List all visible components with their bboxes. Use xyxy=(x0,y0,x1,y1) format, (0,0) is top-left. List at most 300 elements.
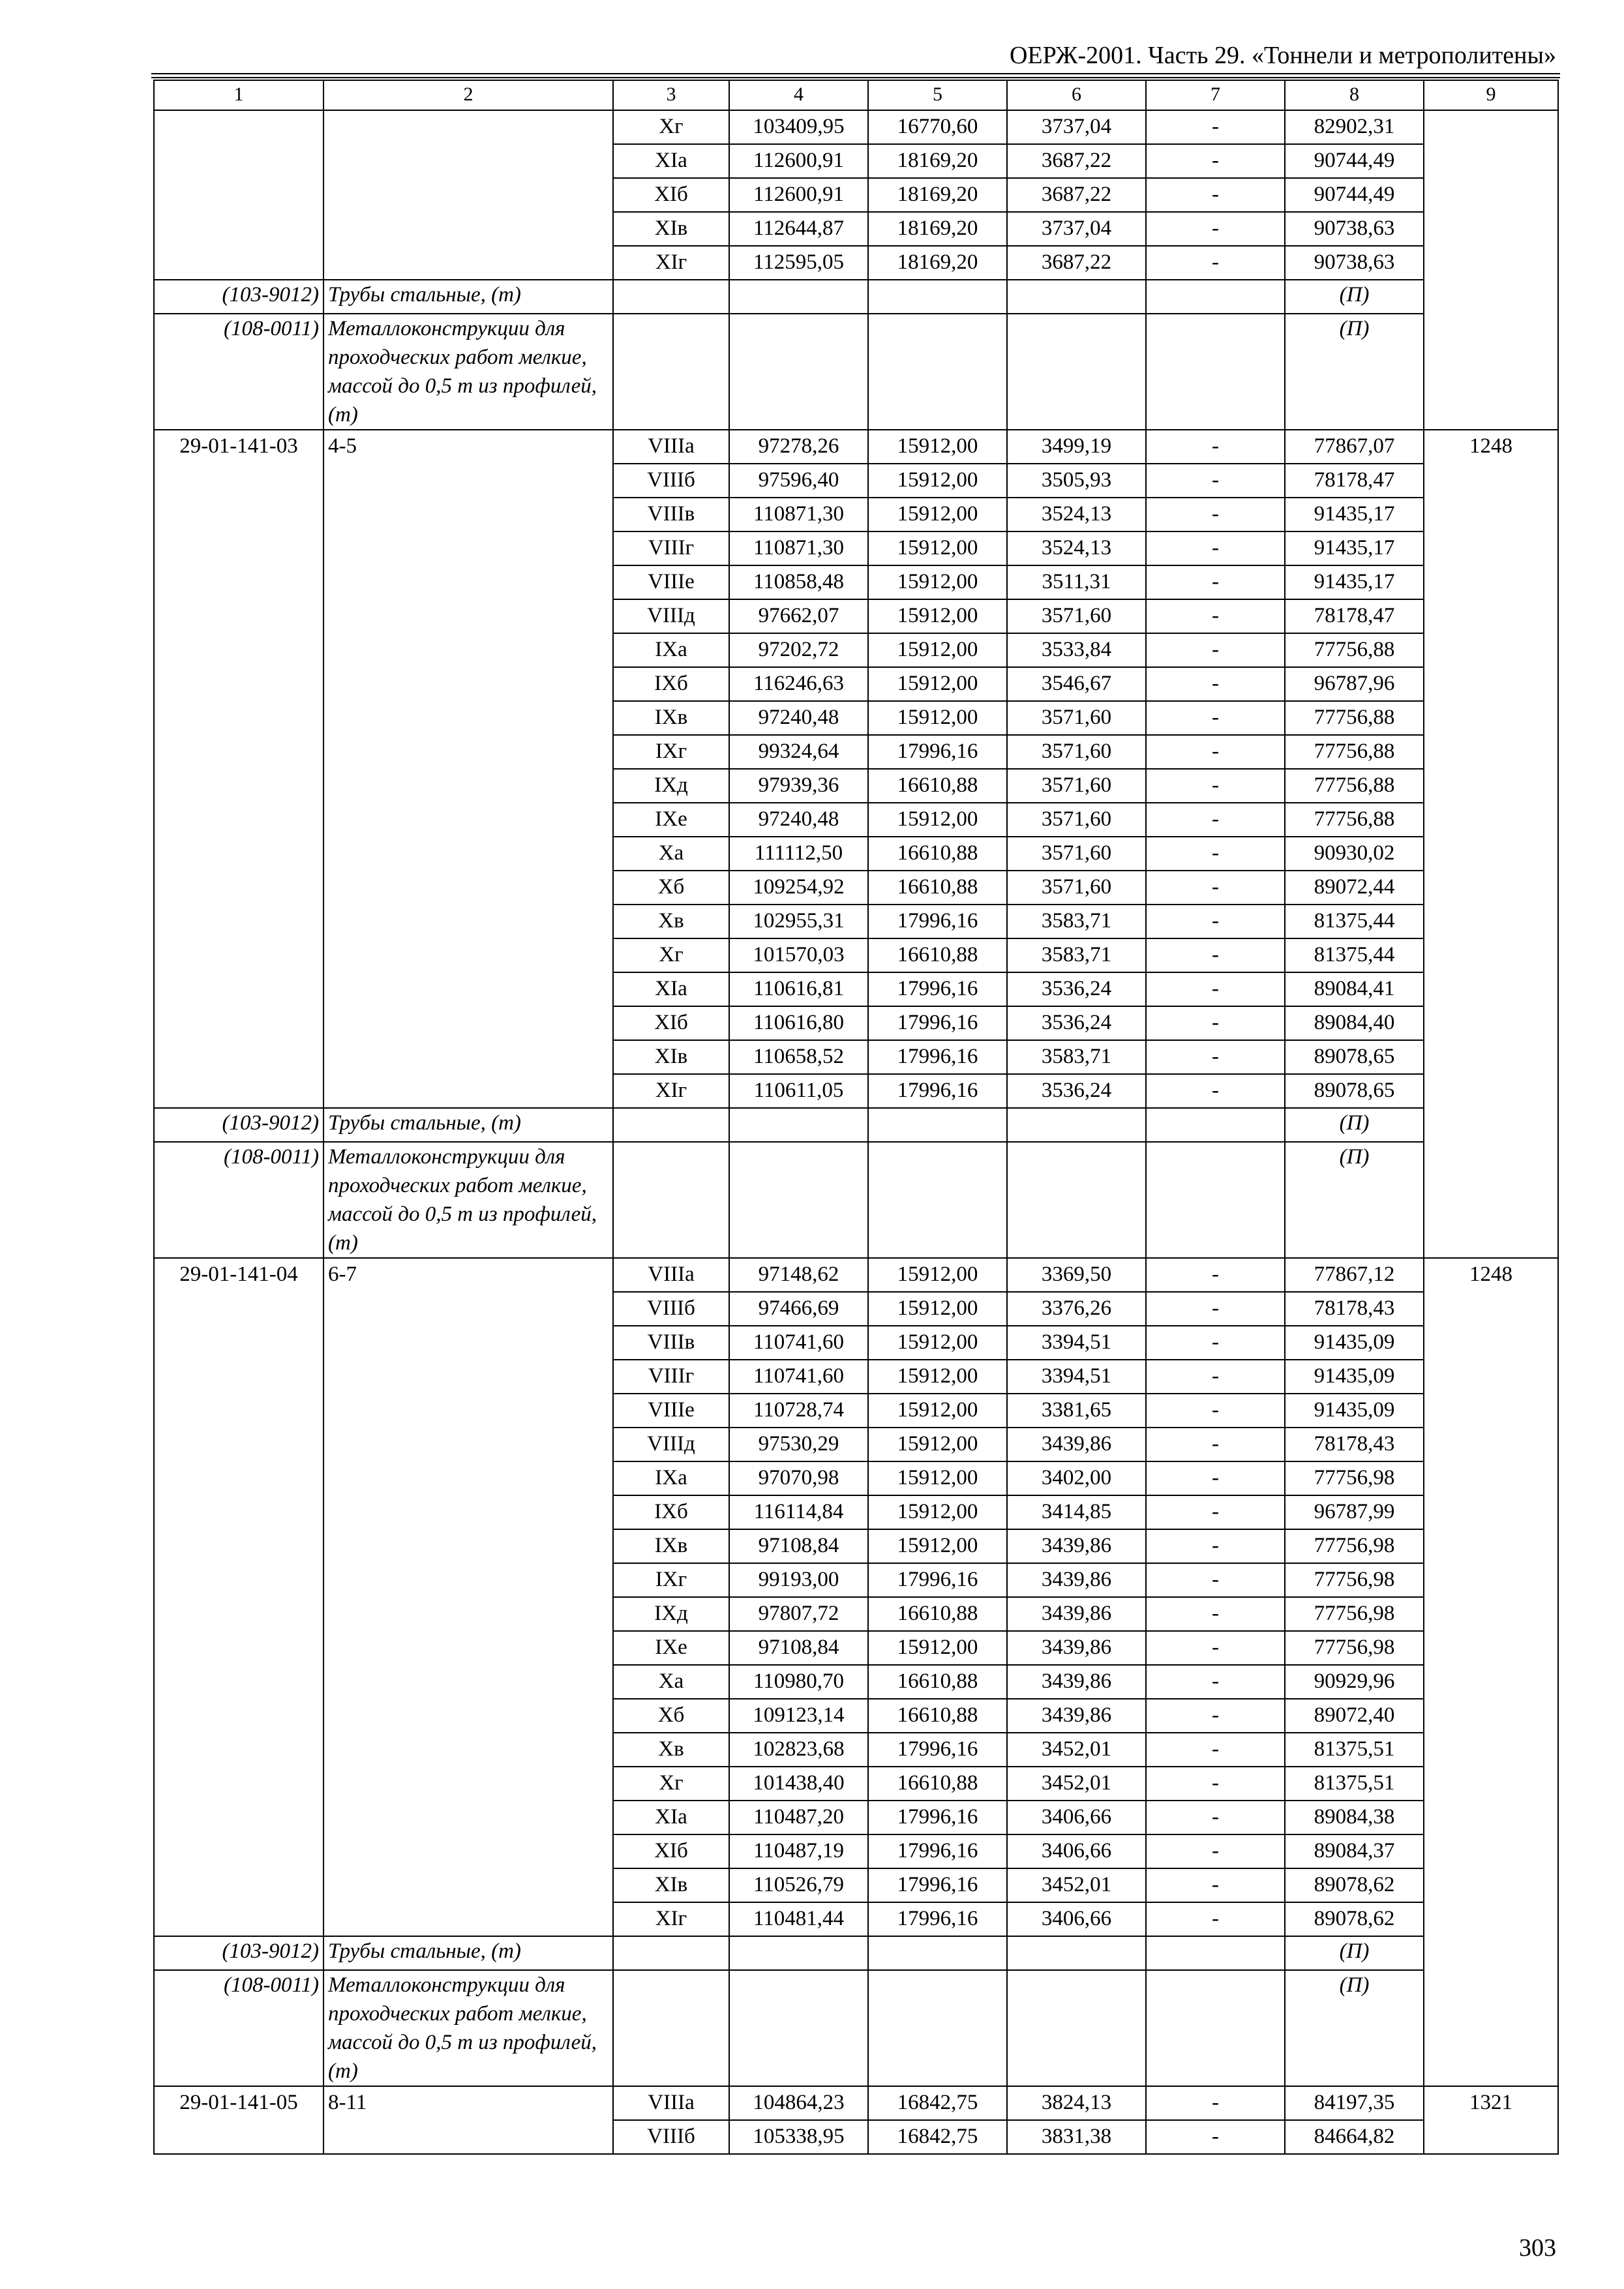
zone-range xyxy=(323,110,613,280)
table-row xyxy=(154,110,1558,144)
empty-cell xyxy=(1007,1936,1146,1970)
value-cell: - xyxy=(1146,1767,1285,1801)
value-cell: 101570,03 xyxy=(729,938,868,972)
value-cell: 77756,98 xyxy=(1285,1563,1424,1597)
value-cell: 15912,00 xyxy=(868,667,1007,701)
zone-label: VIIIд xyxy=(613,1428,729,1461)
zone-label: ХIв xyxy=(613,1040,729,1074)
value-cell: 3571,60 xyxy=(1007,735,1146,769)
value-cell: 15912,00 xyxy=(868,464,1007,498)
empty-cell xyxy=(868,1936,1007,1970)
zone-label: ХIб xyxy=(613,1834,729,1868)
value-cell: 17996,16 xyxy=(868,1801,1007,1834)
value-cell: 17996,16 xyxy=(868,735,1007,769)
zone-range: 8-11 xyxy=(323,2086,613,2154)
value-cell: 81375,44 xyxy=(1285,905,1424,938)
value-cell: - xyxy=(1146,144,1285,178)
value-cell: 91435,17 xyxy=(1285,565,1424,599)
material-row-metal xyxy=(154,314,1558,430)
value-cell: 15912,00 xyxy=(868,599,1007,633)
empty-cell xyxy=(613,1142,729,1258)
value-cell: 89078,62 xyxy=(1285,1868,1424,1902)
value-cell: 17996,16 xyxy=(868,1563,1007,1597)
value-cell: - xyxy=(1146,1902,1285,1936)
value-cell: 3536,24 xyxy=(1007,1006,1146,1040)
value-cell: 3571,60 xyxy=(1007,837,1146,871)
value-cell: 15912,00 xyxy=(868,1258,1007,1292)
value-cell: 3439,86 xyxy=(1007,1699,1146,1733)
zone-label: VIIIе xyxy=(613,1394,729,1428)
empty-cell xyxy=(868,314,1007,430)
empty-cell xyxy=(729,280,868,314)
value-cell: 91435,09 xyxy=(1285,1326,1424,1360)
value-cell: 15912,00 xyxy=(868,1495,1007,1529)
value-cell: 89084,40 xyxy=(1285,1006,1424,1040)
value-cell: 16770,60 xyxy=(868,110,1007,144)
column-number: 4 xyxy=(729,80,868,110)
value-cell: 90930,02 xyxy=(1285,837,1424,871)
value-cell: - xyxy=(1146,1733,1285,1767)
value-cell: 109254,92 xyxy=(729,871,868,905)
zone-label: ХIв xyxy=(613,212,729,246)
value-cell: - xyxy=(1146,1834,1285,1868)
value-cell: 84197,35 xyxy=(1285,2086,1424,2120)
value-cell: 77756,98 xyxy=(1285,1529,1424,1563)
value-cell: 111112,50 xyxy=(729,837,868,871)
value-cell: 3452,01 xyxy=(1007,1767,1146,1801)
value-cell: 97070,98 xyxy=(729,1461,868,1495)
value-cell: 17996,16 xyxy=(868,1006,1007,1040)
material-code: (108-0011) xyxy=(154,314,323,430)
empty-cell xyxy=(613,280,729,314)
value-cell: 89078,65 xyxy=(1285,1074,1424,1108)
empty-cell xyxy=(1007,1970,1146,2086)
value-cell: 3406,66 xyxy=(1007,1834,1146,1868)
value-cell: 109123,14 xyxy=(729,1699,868,1733)
value-cell: 97939,36 xyxy=(729,769,868,803)
zone-label: ХIв xyxy=(613,1868,729,1902)
value-cell: 3394,51 xyxy=(1007,1360,1146,1394)
value-cell: 110487,20 xyxy=(729,1801,868,1834)
value-cell: - xyxy=(1146,1495,1285,1529)
material-unit: (П) xyxy=(1285,314,1424,430)
value-cell: - xyxy=(1146,1394,1285,1428)
value-cell: 77756,98 xyxy=(1285,1631,1424,1665)
value-cell: 89072,40 xyxy=(1285,1699,1424,1733)
value-cell: 77756,98 xyxy=(1285,1597,1424,1631)
value-cell: 16610,88 xyxy=(868,1699,1007,1733)
column-number-row xyxy=(154,80,1558,110)
value-cell: 3687,22 xyxy=(1007,246,1146,280)
empty-cell xyxy=(729,314,868,430)
value-cell: 17996,16 xyxy=(868,1040,1007,1074)
value-cell: 3414,85 xyxy=(1007,1495,1146,1529)
value-cell: 3831,38 xyxy=(1007,2120,1146,2154)
value-cell: 15912,00 xyxy=(868,565,1007,599)
value-cell: - xyxy=(1146,1326,1285,1360)
zone-label: ХIа xyxy=(613,144,729,178)
value-cell: 97662,07 xyxy=(729,599,868,633)
labor-value xyxy=(1424,110,1558,430)
empty-cell xyxy=(613,1936,729,1970)
zone-label: IХа xyxy=(613,633,729,667)
zone-label: IХа xyxy=(613,1461,729,1495)
value-cell: 77756,88 xyxy=(1285,769,1424,803)
value-cell: 91435,09 xyxy=(1285,1360,1424,1394)
value-cell: 3406,66 xyxy=(1007,1902,1146,1936)
value-cell: 99193,00 xyxy=(729,1563,868,1597)
empty-cell xyxy=(1146,314,1285,430)
zone-label: IХе xyxy=(613,1631,729,1665)
labor-value: 1248 xyxy=(1424,430,1558,1258)
empty-cell xyxy=(729,1936,868,1970)
value-cell: 110980,70 xyxy=(729,1665,868,1699)
value-cell: 110526,79 xyxy=(729,1868,868,1902)
value-cell: 78178,43 xyxy=(1285,1292,1424,1326)
value-cell: 81375,44 xyxy=(1285,938,1424,972)
value-cell: 17996,16 xyxy=(868,1902,1007,1936)
value-cell: 78178,47 xyxy=(1285,464,1424,498)
zone-label: ХIб xyxy=(613,1006,729,1040)
material-row-pipes xyxy=(154,1936,1558,1970)
material-row-metal xyxy=(154,1142,1558,1258)
value-cell: 82902,31 xyxy=(1285,110,1424,144)
value-cell: 15912,00 xyxy=(868,498,1007,531)
zone-label: VIIIа xyxy=(613,430,729,464)
empty-cell xyxy=(613,1108,729,1142)
value-cell: - xyxy=(1146,1428,1285,1461)
value-cell: - xyxy=(1146,212,1285,246)
value-cell: 110871,30 xyxy=(729,498,868,531)
value-cell: 3533,84 xyxy=(1007,633,1146,667)
value-cell: - xyxy=(1146,2086,1285,2120)
value-cell: 91435,09 xyxy=(1285,1394,1424,1428)
value-cell: 18169,20 xyxy=(868,212,1007,246)
value-cell: 97240,48 xyxy=(729,803,868,837)
value-cell: - xyxy=(1146,871,1285,905)
value-cell: 3452,01 xyxy=(1007,1733,1146,1767)
value-cell: 89084,41 xyxy=(1285,972,1424,1006)
value-cell: 89084,38 xyxy=(1285,1801,1424,1834)
rates-table xyxy=(153,80,1559,2155)
value-cell: 3452,01 xyxy=(1007,1868,1146,1902)
value-cell: 78178,47 xyxy=(1285,599,1424,633)
value-cell: 110728,74 xyxy=(729,1394,868,1428)
value-cell: 3571,60 xyxy=(1007,871,1146,905)
value-cell: 97278,26 xyxy=(729,430,868,464)
table-row xyxy=(154,430,1558,464)
value-cell: - xyxy=(1146,972,1285,1006)
value-cell: 110616,81 xyxy=(729,972,868,1006)
zone-label: IХв xyxy=(613,1529,729,1563)
material-name: Металлоконструкции для проходческих работ мелкие, массой до 0,5 т из профилей, (т) xyxy=(323,314,613,430)
header-rule-top xyxy=(151,73,1560,74)
value-cell: 91435,17 xyxy=(1285,531,1424,565)
material-unit: (П) xyxy=(1285,1970,1424,2086)
rate-code: 29-01-141-03 xyxy=(154,430,323,1108)
value-cell: - xyxy=(1146,110,1285,144)
value-cell: 97202,72 xyxy=(729,633,868,667)
value-cell: 15912,00 xyxy=(868,701,1007,735)
zone-label: ХIа xyxy=(613,1801,729,1834)
value-cell: - xyxy=(1146,1868,1285,1902)
zone-label: IХб xyxy=(613,667,729,701)
empty-cell xyxy=(613,314,729,430)
column-number: 3 xyxy=(613,80,729,110)
value-cell: 104864,23 xyxy=(729,2086,868,2120)
zone-label: VIIIв xyxy=(613,1326,729,1360)
value-cell: 3536,24 xyxy=(1007,972,1146,1006)
value-cell: 17996,16 xyxy=(868,1733,1007,1767)
column-number: 6 xyxy=(1007,80,1146,110)
value-cell: - xyxy=(1146,1006,1285,1040)
value-cell: - xyxy=(1146,1040,1285,1074)
value-cell: - xyxy=(1146,905,1285,938)
value-cell: 77756,88 xyxy=(1285,735,1424,769)
value-cell: 3439,86 xyxy=(1007,1631,1146,1665)
zone-label: ХIг xyxy=(613,1074,729,1108)
value-cell: 77756,98 xyxy=(1285,1461,1424,1495)
material-unit: (П) xyxy=(1285,1936,1424,1970)
value-cell: 15912,00 xyxy=(868,1360,1007,1394)
value-cell: 90744,49 xyxy=(1285,178,1424,212)
column-number: 9 xyxy=(1424,80,1558,110)
value-cell: 3571,60 xyxy=(1007,769,1146,803)
material-unit: (П) xyxy=(1285,280,1424,314)
value-cell: - xyxy=(1146,803,1285,837)
zone-label: VIIIг xyxy=(613,531,729,565)
value-cell: 3583,71 xyxy=(1007,905,1146,938)
value-cell: 3439,86 xyxy=(1007,1563,1146,1597)
value-cell: 110611,05 xyxy=(729,1074,868,1108)
value-cell: 17996,16 xyxy=(868,1834,1007,1868)
value-cell: 89072,44 xyxy=(1285,871,1424,905)
material-code: (103-9012) xyxy=(154,1108,323,1142)
value-cell: 15912,00 xyxy=(868,1292,1007,1326)
zone-label: VIIIа xyxy=(613,2086,729,2120)
empty-cell xyxy=(1007,1108,1146,1142)
value-cell: 3369,50 xyxy=(1007,1258,1146,1292)
value-cell: 110616,80 xyxy=(729,1006,868,1040)
value-cell: 112600,91 xyxy=(729,144,868,178)
zone-label: Ха xyxy=(613,1665,729,1699)
value-cell: 16610,88 xyxy=(868,871,1007,905)
zone-label: IХе xyxy=(613,803,729,837)
empty-cell xyxy=(1146,1936,1285,1970)
material-name: Трубы стальные, (т) xyxy=(323,1108,613,1142)
empty-cell xyxy=(729,1108,868,1142)
zone-label: VIIIа xyxy=(613,1258,729,1292)
material-code: (103-9012) xyxy=(154,1936,323,1970)
value-cell: 81375,51 xyxy=(1285,1767,1424,1801)
zone-label: IХд xyxy=(613,769,729,803)
zone-label: ХIа xyxy=(613,972,729,1006)
value-cell: 77867,07 xyxy=(1285,430,1424,464)
value-cell: - xyxy=(1146,1258,1285,1292)
value-cell: - xyxy=(1146,498,1285,531)
value-cell: 102955,31 xyxy=(729,905,868,938)
value-cell: - xyxy=(1146,2120,1285,2154)
empty-cell xyxy=(1146,280,1285,314)
zone-label: Хг xyxy=(613,938,729,972)
value-cell: 3439,86 xyxy=(1007,1665,1146,1699)
value-cell: - xyxy=(1146,938,1285,972)
zone-label: Хв xyxy=(613,905,729,938)
value-cell: 110741,60 xyxy=(729,1326,868,1360)
column-number: 1 xyxy=(154,80,323,110)
value-cell: 97530,29 xyxy=(729,1428,868,1461)
value-cell: 110858,48 xyxy=(729,565,868,599)
zone-label: Хб xyxy=(613,1699,729,1733)
zone-label: VIIIг xyxy=(613,1360,729,1394)
value-cell: 15912,00 xyxy=(868,430,1007,464)
column-number: 7 xyxy=(1146,80,1285,110)
value-cell: 77756,88 xyxy=(1285,701,1424,735)
material-code: (108-0011) xyxy=(154,1970,323,2086)
material-row-pipes xyxy=(154,1108,1558,1142)
value-cell: 105338,95 xyxy=(729,2120,868,2154)
value-cell: 3524,13 xyxy=(1007,531,1146,565)
value-cell: 97466,69 xyxy=(729,1292,868,1326)
value-cell: 16610,88 xyxy=(868,1597,1007,1631)
material-row-metal xyxy=(154,1970,1558,2086)
value-cell: 15912,00 xyxy=(868,633,1007,667)
value-cell: 90744,49 xyxy=(1285,144,1424,178)
zone-label: IХг xyxy=(613,1563,729,1597)
value-cell: 78178,43 xyxy=(1285,1428,1424,1461)
value-cell: 97807,72 xyxy=(729,1597,868,1631)
value-cell: 15912,00 xyxy=(868,1461,1007,1495)
empty-cell xyxy=(1007,1142,1146,1258)
material-code: (108-0011) xyxy=(154,1142,323,1258)
value-cell: 90738,63 xyxy=(1285,212,1424,246)
material-name: Металлоконструкции для проходческих работ мелкие, массой до 0,5 т из профилей, (т) xyxy=(323,1142,613,1258)
value-cell: 3536,24 xyxy=(1007,1074,1146,1108)
material-code: (103-9012) xyxy=(154,280,323,314)
value-cell: 3511,31 xyxy=(1007,565,1146,599)
value-cell: - xyxy=(1146,430,1285,464)
material-name: Трубы стальные, (т) xyxy=(323,1936,613,1970)
value-cell: 3737,04 xyxy=(1007,212,1146,246)
value-cell: - xyxy=(1146,1292,1285,1326)
value-cell: 89078,62 xyxy=(1285,1902,1424,1936)
value-cell: - xyxy=(1146,769,1285,803)
page-header-title: ОЕРЖ-2001. Часть 29. «Тоннели и метрополитены» xyxy=(1009,42,1556,69)
value-cell: 112595,05 xyxy=(729,246,868,280)
value-cell: 18169,20 xyxy=(868,144,1007,178)
empty-cell xyxy=(1007,280,1146,314)
value-cell: 16842,75 xyxy=(868,2120,1007,2154)
value-cell: 97596,40 xyxy=(729,464,868,498)
zone-label: ХIб xyxy=(613,178,729,212)
material-row-pipes xyxy=(154,280,1558,314)
value-cell: 89078,65 xyxy=(1285,1040,1424,1074)
value-cell: - xyxy=(1146,464,1285,498)
value-cell: 3402,00 xyxy=(1007,1461,1146,1495)
value-cell: 116114,84 xyxy=(729,1495,868,1529)
value-cell: 81375,51 xyxy=(1285,1733,1424,1767)
value-cell: 17996,16 xyxy=(868,972,1007,1006)
value-cell: 3583,71 xyxy=(1007,1040,1146,1074)
empty-cell xyxy=(868,1108,1007,1142)
zone-label: VIIIб xyxy=(613,2120,729,2154)
value-cell: - xyxy=(1146,667,1285,701)
value-cell: 112600,91 xyxy=(729,178,868,212)
empty-cell xyxy=(1146,1108,1285,1142)
empty-cell xyxy=(729,1142,868,1258)
labor-value: 1248 xyxy=(1424,1258,1558,2086)
value-cell: - xyxy=(1146,531,1285,565)
value-cell: 3381,65 xyxy=(1007,1394,1146,1428)
value-cell: 3524,13 xyxy=(1007,498,1146,531)
column-number: 5 xyxy=(868,80,1007,110)
value-cell: 110658,52 xyxy=(729,1040,868,1074)
zone-range: 6-7 xyxy=(323,1258,613,1936)
value-cell: - xyxy=(1146,1461,1285,1495)
value-cell: 77867,12 xyxy=(1285,1258,1424,1292)
value-cell: 3824,13 xyxy=(1007,2086,1146,2120)
empty-cell xyxy=(868,1970,1007,2086)
rate-code: 29-01-141-05 xyxy=(154,2086,323,2154)
empty-cell xyxy=(729,1970,868,2086)
value-cell: 3546,67 xyxy=(1007,667,1146,701)
zone-range: 4-5 xyxy=(323,430,613,1108)
value-cell: 16610,88 xyxy=(868,1665,1007,1699)
empty-cell xyxy=(613,1970,729,2086)
value-cell: 15912,00 xyxy=(868,1428,1007,1461)
value-cell: 116246,63 xyxy=(729,667,868,701)
value-cell: 16610,88 xyxy=(868,1767,1007,1801)
value-cell: 77756,88 xyxy=(1285,803,1424,837)
value-cell: 3505,93 xyxy=(1007,464,1146,498)
value-cell: - xyxy=(1146,1801,1285,1834)
value-cell: 3439,86 xyxy=(1007,1428,1146,1461)
value-cell: 101438,40 xyxy=(729,1767,868,1801)
value-cell: 3394,51 xyxy=(1007,1326,1146,1360)
value-cell: 3687,22 xyxy=(1007,178,1146,212)
empty-cell xyxy=(868,1142,1007,1258)
value-cell: - xyxy=(1146,1665,1285,1699)
material-unit: (П) xyxy=(1285,1108,1424,1142)
labor-value: 1321 xyxy=(1424,2086,1558,2154)
value-cell: 91435,17 xyxy=(1285,498,1424,531)
empty-cell xyxy=(1146,1970,1285,2086)
table-row xyxy=(154,1258,1558,1292)
zone-label: IХв xyxy=(613,701,729,735)
value-cell: 17996,16 xyxy=(868,905,1007,938)
value-cell: 90929,96 xyxy=(1285,1665,1424,1699)
value-cell: 77756,88 xyxy=(1285,633,1424,667)
value-cell: 97108,84 xyxy=(729,1529,868,1563)
value-cell: - xyxy=(1146,701,1285,735)
zone-label: Хб xyxy=(613,871,729,905)
zone-label: Хв xyxy=(613,1733,729,1767)
value-cell: - xyxy=(1146,1631,1285,1665)
value-cell: - xyxy=(1146,1360,1285,1394)
value-cell: 99324,64 xyxy=(729,735,868,769)
column-number: 2 xyxy=(323,80,613,110)
empty-cell xyxy=(1146,1142,1285,1258)
rate-code: 29-01-141-04 xyxy=(154,1258,323,1936)
value-cell: 89084,37 xyxy=(1285,1834,1424,1868)
zone-label: VIIIб xyxy=(613,1292,729,1326)
value-cell: 15912,00 xyxy=(868,1326,1007,1360)
value-cell: 16610,88 xyxy=(868,837,1007,871)
zone-label: VIIIб xyxy=(613,464,729,498)
material-name: Трубы стальные, (т) xyxy=(323,280,613,314)
zone-label: Ха xyxy=(613,837,729,871)
value-cell: - xyxy=(1146,633,1285,667)
